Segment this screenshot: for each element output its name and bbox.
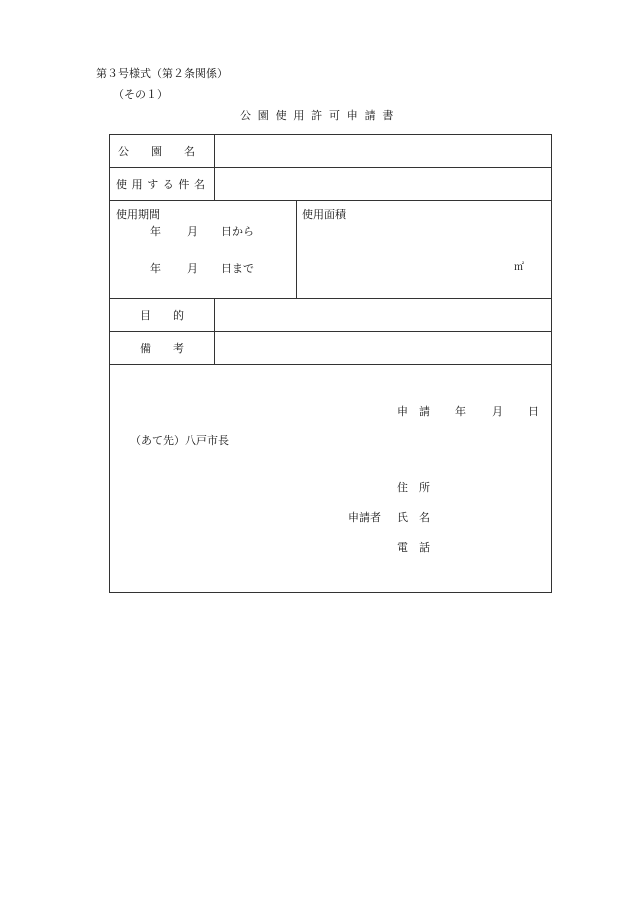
address-label: 住 所 — [397, 481, 430, 494]
apply-month: 月 — [492, 405, 503, 418]
row-divider — [110, 298, 551, 299]
form-sub-number: （その１） — [113, 88, 168, 101]
period-to-month: 月 — [187, 262, 198, 275]
remarks-label: 備 考 — [140, 342, 184, 355]
addressee: （あて先）八戸市長 — [130, 434, 229, 447]
apply-label: 申 請 — [397, 405, 430, 418]
period-label: 使用期間 — [116, 208, 160, 221]
column-divider — [296, 200, 297, 298]
period-from-day: 日から — [221, 225, 254, 238]
column-divider — [214, 135, 215, 200]
application-form — [109, 134, 552, 593]
subject-field[interactable] — [216, 170, 548, 198]
period-from-month: 月 — [187, 225, 198, 238]
park-name-field[interactable] — [216, 137, 548, 165]
row-divider — [110, 167, 551, 168]
apply-year: 年 — [455, 405, 466, 418]
remarks-field[interactable] — [216, 334, 548, 362]
period-to-year: 年 — [150, 262, 161, 275]
area-label: 使用面積 — [302, 208, 346, 221]
area-unit: ㎡ — [514, 262, 524, 273]
park-name-label: 公 園 名 — [118, 145, 195, 158]
page-title: 公 園 使 用 許 可 申 請 書 — [240, 109, 396, 122]
name-label: 氏 名 — [397, 511, 430, 524]
column-divider — [214, 298, 215, 364]
area-field[interactable] — [300, 223, 548, 293]
purpose-field[interactable] — [216, 301, 548, 329]
subject-label: 使 用 す る 件 名 — [116, 178, 206, 191]
row-divider — [110, 364, 551, 365]
apply-day: 日 — [528, 405, 539, 418]
form-number: 第３号様式（第２条関係） — [96, 67, 228, 80]
phone-label: 電 話 — [397, 541, 430, 554]
row-divider — [110, 331, 551, 332]
period-to-day: 日まで — [221, 262, 254, 275]
period-from-year: 年 — [150, 225, 161, 238]
purpose-label: 目 的 — [140, 309, 184, 322]
applicant-label: 申請者 — [348, 511, 381, 524]
row-divider — [110, 200, 551, 201]
